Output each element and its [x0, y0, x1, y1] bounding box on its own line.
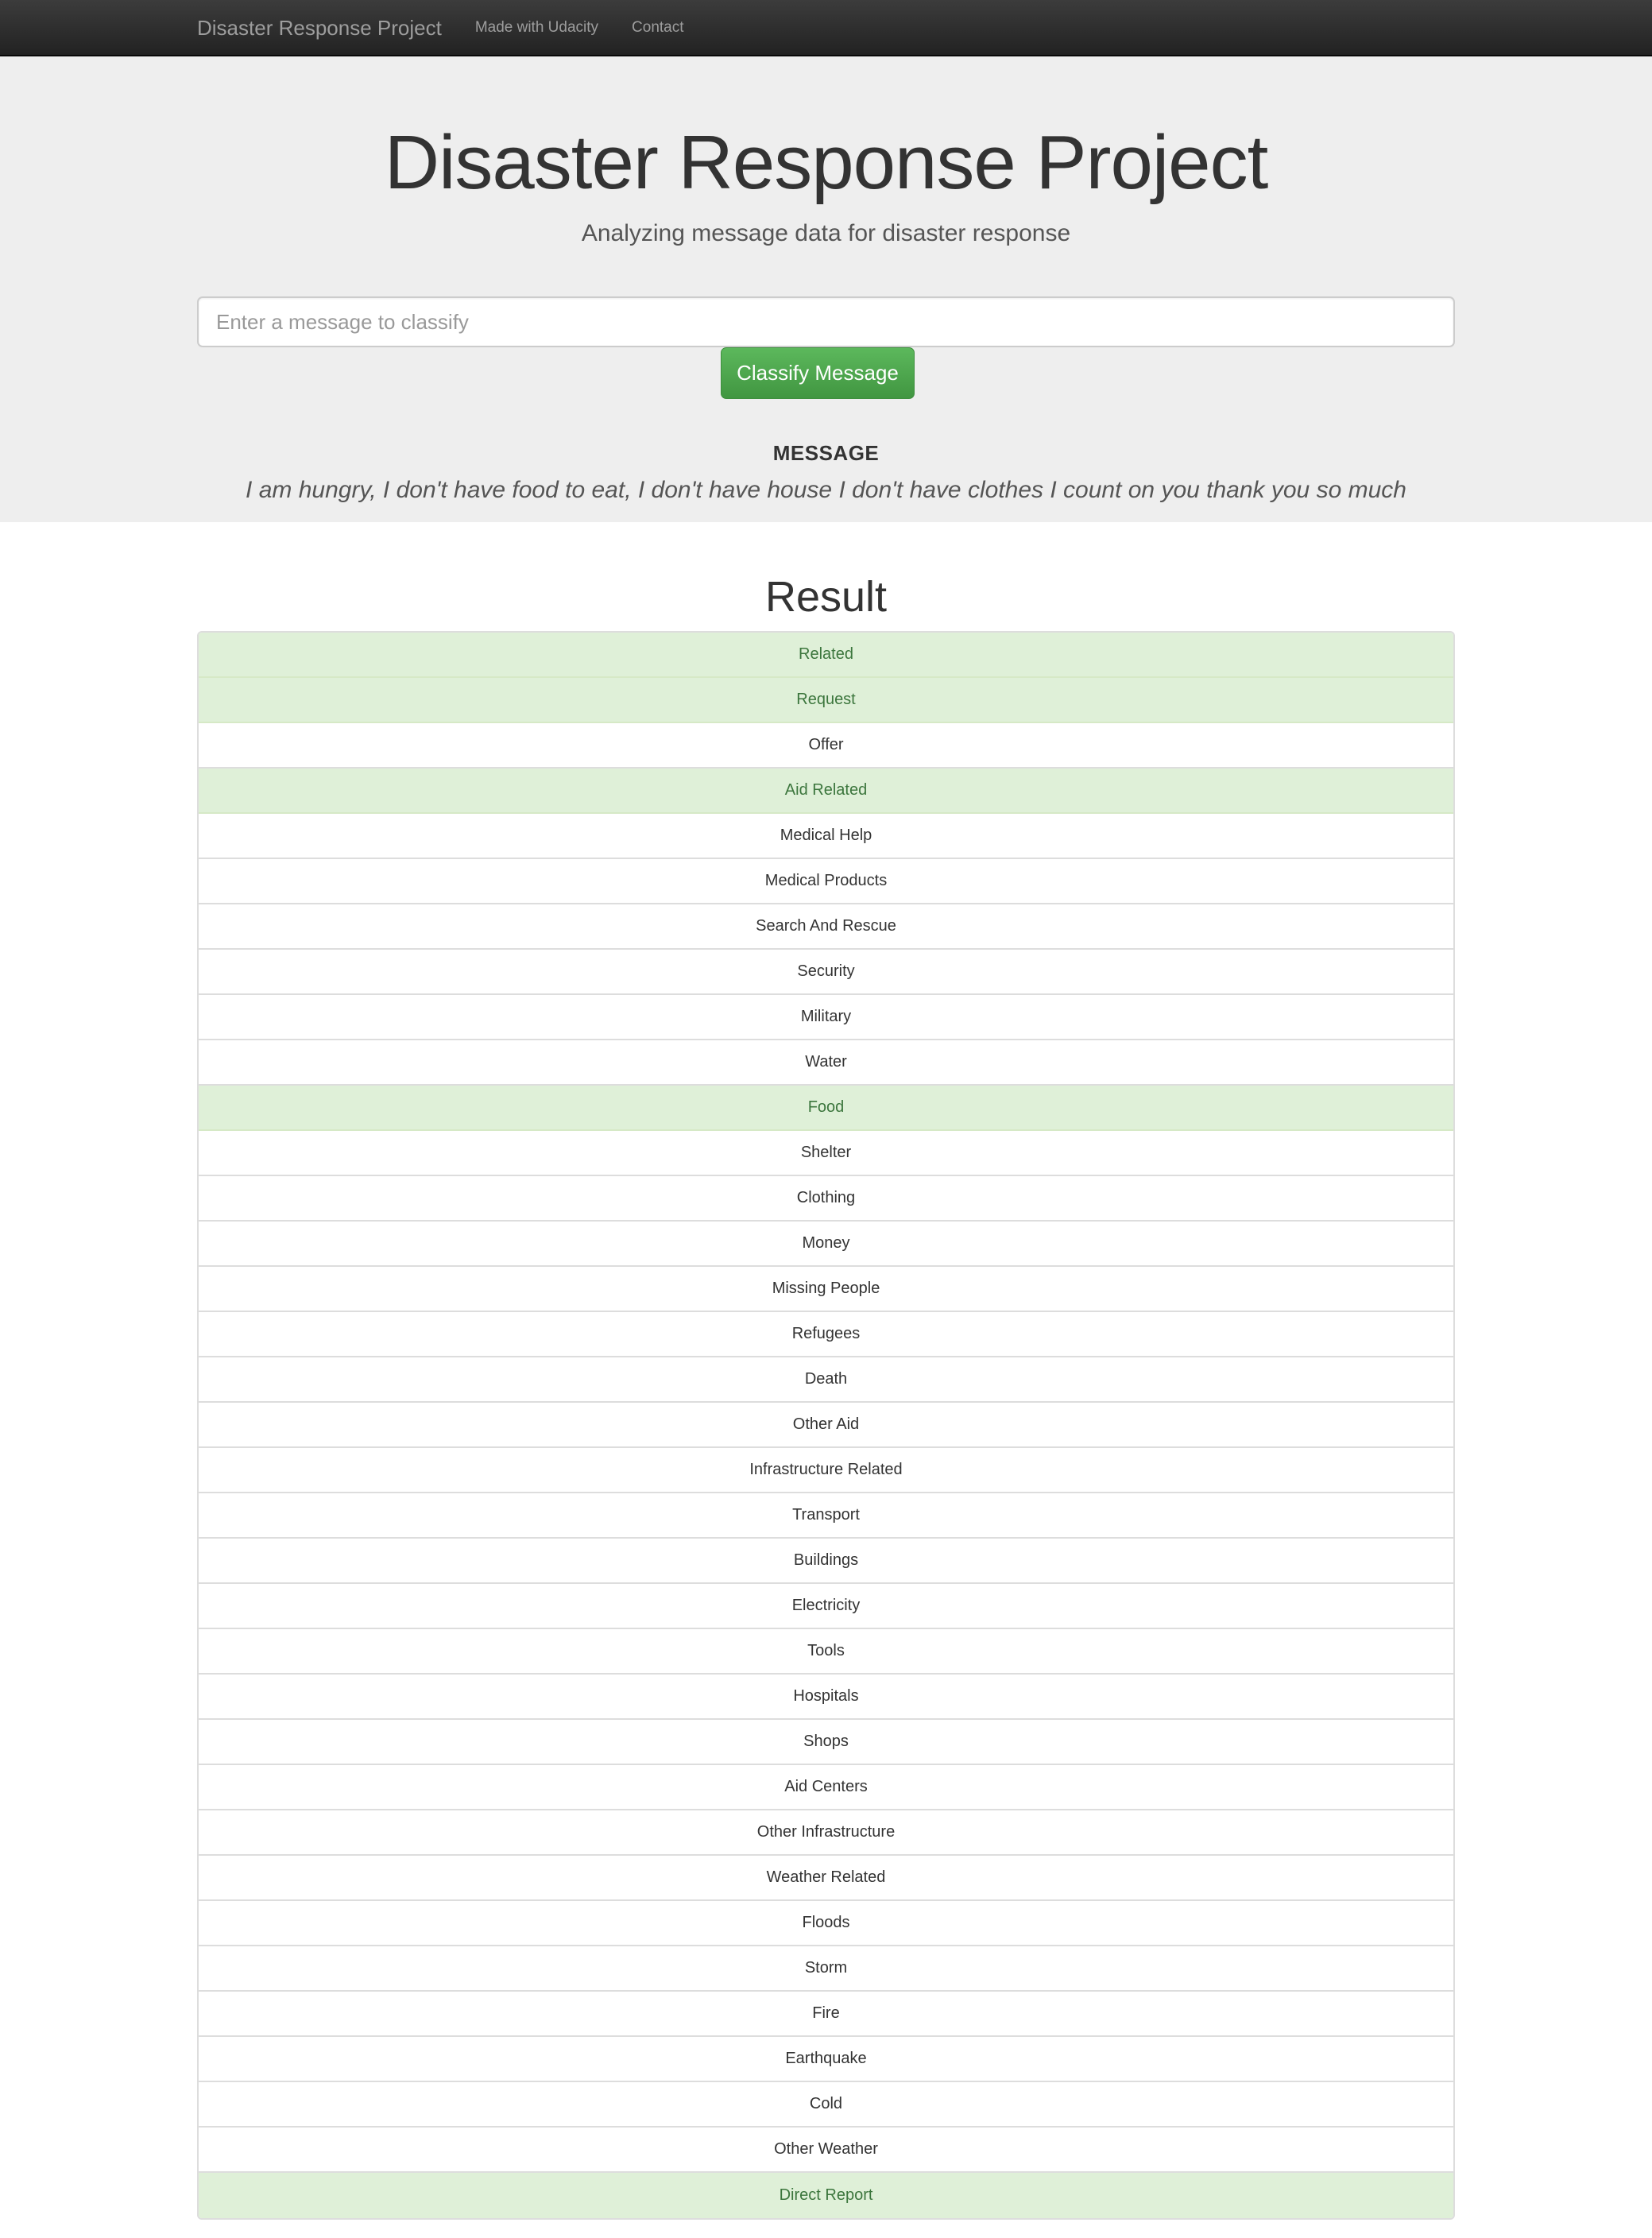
result-item-related: Related — [199, 633, 1453, 678]
result-item-infrastructure-related: Infrastructure Related — [199, 1448, 1453, 1493]
message-heading: MESSAGE — [772, 441, 880, 465]
result-item-cold: Cold — [199, 2082, 1453, 2128]
message-input[interactable] — [197, 296, 1455, 347]
result-item-offer: Offer — [199, 723, 1453, 769]
result-item-search-and-rescue: Search And Rescue — [199, 904, 1453, 950]
result-item-military: Military — [199, 995, 1453, 1040]
nav-link-made-with-udacity[interactable]: Made with Udacity — [474, 19, 599, 36]
classified-message-text: I am hungry, I don't have food to eat, I don't have house I don't have clothes I count on you thank you so much — [246, 477, 1406, 503]
result-item-death: Death — [199, 1357, 1453, 1403]
result-title: Result — [764, 573, 888, 621]
result-item-other-weather: Other Weather — [199, 2128, 1453, 2173]
result-item-earthquake: Earthquake — [199, 2037, 1453, 2082]
result-item-other-infrastructure: Other Infrastructure — [199, 1810, 1453, 1856]
result-item-medical-help: Medical Help — [199, 814, 1453, 859]
result-item-weather-related: Weather Related — [199, 1856, 1453, 1901]
page-title: Disaster Response Project — [384, 120, 1268, 205]
result-item-fire: Fire — [199, 1992, 1453, 2037]
result-item-direct-report: Direct Report — [199, 2173, 1453, 2218]
result-item-medical-products: Medical Products — [199, 859, 1453, 904]
navbar-brand-link[interactable]: Disaster Response Project — [197, 15, 442, 40]
result-item-aid-related: Aid Related — [199, 769, 1453, 814]
classify-message-button[interactable]: Classify Message — [721, 347, 915, 399]
result-item-hospitals: Hospitals — [199, 1675, 1453, 1720]
result-item-storm: Storm — [199, 1946, 1453, 1992]
result-item-electricity: Electricity — [199, 1584, 1453, 1629]
result-item-transport: Transport — [199, 1493, 1453, 1539]
nav-link-contact[interactable]: Contact — [632, 19, 684, 36]
result-item-clothing: Clothing — [199, 1176, 1453, 1222]
navbar-container — [197, 0, 718, 56]
result-item-money: Money — [199, 1222, 1453, 1267]
result-item-other-aid: Other Aid — [199, 1403, 1453, 1448]
result-item-missing-people: Missing People — [199, 1267, 1453, 1312]
result-item-refugees: Refugees — [199, 1312, 1453, 1357]
result-item-tools: Tools — [199, 1629, 1453, 1675]
result-item-buildings: Buildings — [199, 1539, 1453, 1584]
result-item-security: Security — [199, 950, 1453, 995]
top-navbar — [0, 0, 1652, 56]
result-item-food: Food — [199, 1086, 1453, 1131]
result-item-shelter: Shelter — [199, 1131, 1453, 1176]
result-item-aid-centers: Aid Centers — [199, 1765, 1453, 1810]
jumbotron — [0, 56, 1652, 522]
result-item-water: Water — [199, 1040, 1453, 1086]
result-item-request: Request — [199, 678, 1453, 723]
page-subtitle: Analyzing message data for disaster response — [581, 220, 1071, 246]
result-category-list — [197, 631, 1455, 2220]
result-item-shops: Shops — [199, 1720, 1453, 1765]
result-item-floods: Floods — [199, 1901, 1453, 1946]
